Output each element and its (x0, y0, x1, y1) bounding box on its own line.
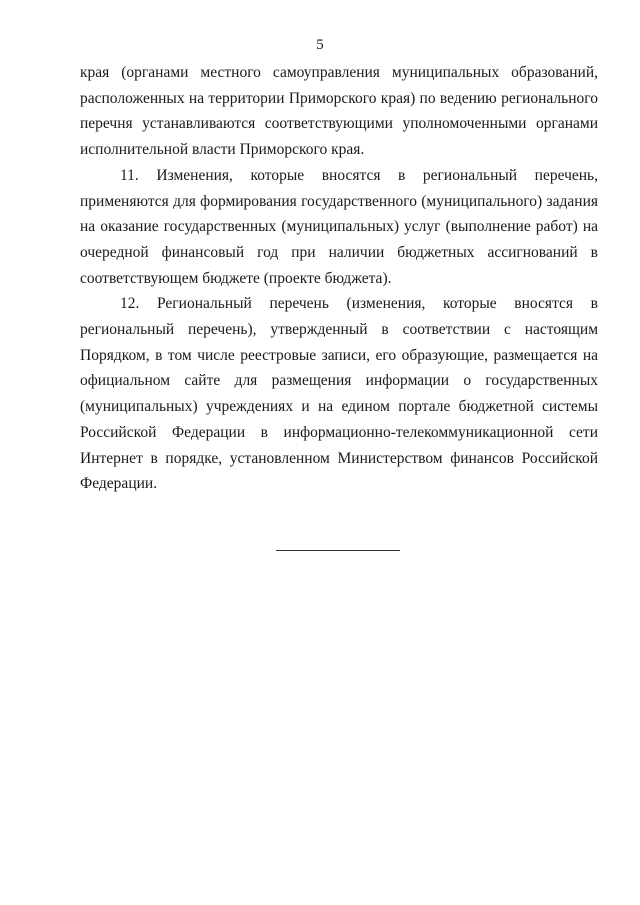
end-separator-line (276, 550, 400, 551)
paragraph-continuation: края (органами местного самоуправления муниципальных образований, расположенных на территории Приморского края) по ведению регионального перечня устанавливаются соответствующими уполномоченными органами исполнительной власти Приморского края. (80, 64, 598, 159)
paragraph-12: 12. Региональный перечень (изменения, которые вносятся в региональный перечень), утвержденный в соответствии с настоящим Порядком, в том числе реестровые записи, его образующие, размещается на официальном сайте для размещения информации о государственных (муниципальных) учреждениях и на едином портале бюджетной системы Российской Федерации в информационно-телекоммуникационной сети Интернет в порядке, установленном Министерством финансов Российской Федерации. (80, 295, 598, 493)
paragraph-11: 11. Изменения, которые вносятся в региональный перечень, применяются для формирования государственного (муниципального) задания на оказание государственных (муниципальных) услуг (выполнение работ) на очередной финансовый год при наличии бюджетных ассигнований в соответствующем бюджете (проекте бюджета). (80, 166, 598, 287)
page-number: 5 (316, 37, 324, 53)
document-body (80, 60, 598, 497)
